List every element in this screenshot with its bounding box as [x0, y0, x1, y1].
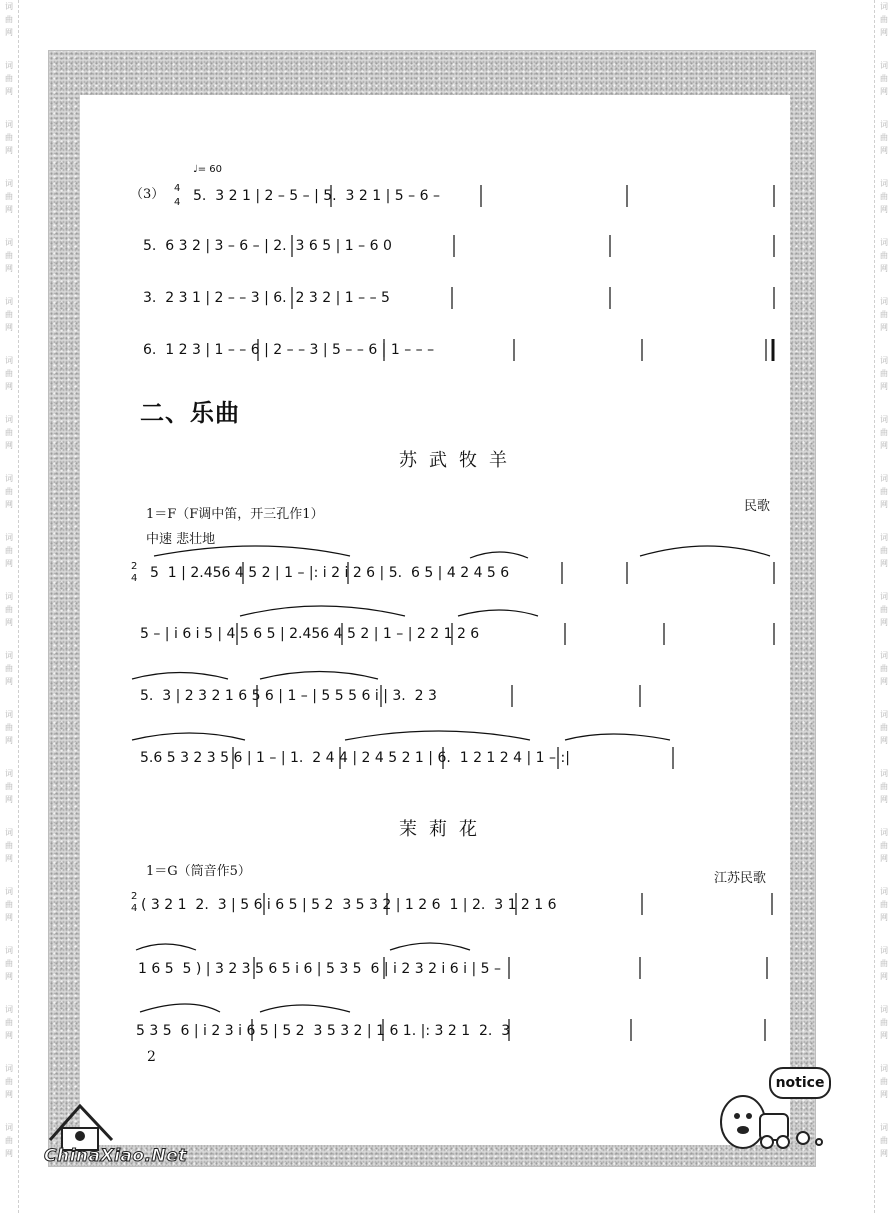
house-logo-icon — [40, 1100, 130, 1152]
section-title: 二、乐曲 — [140, 398, 240, 427]
song2-time-top: 2 — [131, 891, 138, 902]
right-watermark-strip: 词 曲 网 词 曲 网 词 曲 网 词 曲 网 词 曲 网 词 曲 网 词 曲 网 词 曲 网 词 曲 网 词 曲 网 词 曲 网 词 曲 网 词 曲 网 词 曲 网 词 曲 网 词 曲 网 词 曲 网 词 曲 网 词 曲 网 词 曲 网 — [874, 0, 893, 1213]
exercise-row-3: 3. 2 3 1 | 2 – – 3 | 6. 2 3 2 | 1 – – 5 — [143, 290, 390, 306]
song1-title: 苏武牧羊 — [399, 450, 519, 471]
exercise-barlines — [258, 185, 774, 361]
song2-genre: 江苏民歌 — [714, 871, 767, 886]
exercise-time-top: 4 — [174, 183, 181, 194]
song1-tempo: 中速 悲壮地 — [146, 532, 216, 547]
page-number: 2 — [147, 1049, 156, 1065]
exercise-row-1: 5. 3 2 1 | 2 – 5 – | 5. 3 2 1 | 5 – 6 – — [193, 188, 440, 204]
mascot-car-icon — [715, 1090, 835, 1160]
song2-time-bottom: 4 — [131, 903, 138, 914]
exercise-tempo: ♩= 60 — [193, 164, 222, 175]
exercise-time-bottom: 4 — [174, 197, 181, 208]
song1-genre: 民歌 — [744, 499, 771, 514]
song2-row-2: 1 6 5 5 ) | 3 2 3 5 6 5 i 6 | 5 3 5 6 | i 2 3 2 i 6 i | 5 – — [138, 961, 501, 977]
song1-row-1: 5 1 | 2.456 4 5 2 | 1 – |: i 2 i 2 6 | 5. 6 5 | 4 2 4 5 6 — [150, 565, 510, 581]
song2-key: 1＝G（筒音作5） — [146, 864, 251, 879]
song1-row-4: 5.6 5 3 2 3 5 6 | 1 – | 1. 2 4 4 | 2 4 5 2 1 | 6. 1 2 1 2 4 | 1 – :| — [140, 750, 570, 766]
song1-time-top: 2 — [131, 561, 138, 572]
song1-time-bottom: 4 — [131, 573, 138, 584]
exercise-row-4: 6. 1 2 3 | 1 – – 6 | 2 – – 3 | 5 – – 6 | 1 – – – — [143, 342, 435, 358]
exercise-row-2: 5. 6 3 2 | 3 – 6 – | 2. 3 6 5 | 1 – 6 0 — [143, 238, 392, 254]
song1-row-3: 5. 3 | 2 3 2 1 6 5 6 | 1 – | 5 5 5 6 i | 3. 2 3 — [140, 688, 437, 704]
left-watermark-strip: 词 曲 网 词 曲 网 词 曲 网 词 曲 网 词 曲 网 词 曲 网 词 曲 网 词 曲 网 词 曲 网 词 曲 网 词 曲 网 词 曲 网 词 曲 网 词 曲 网 词 曲 网 词 曲 网 词 曲 网 词 曲 网 词 曲 网 词 曲 网 — [0, 0, 19, 1213]
song2-title: 茉莉花 — [399, 819, 489, 840]
exercise-label: （3） — [130, 187, 165, 202]
brand-logo: ChinaXiao.Net — [44, 1146, 187, 1166]
song1-key: 1＝F（F调中笛，开三孔作1） — [146, 507, 324, 522]
notice-badge: notice — [769, 1067, 831, 1099]
song2-row-3: 5 3 5 6 | i 2 3 i 6 5 | 5 2 3 5 3 2 | 1 6 1. |: 3 2 1 2. 3 — [136, 1023, 511, 1039]
song2-row-1: ( 3 2 1 2. 3 | 5 6 i 6 5 | 5 2 3 5 3 2 | 1 2 6 1 | 2. 3 1 2 1 6 — [141, 897, 557, 913]
song1-row-2: 5 – | i 6 i 5 | 4 5 6 5 | 2.456 4 5 2 | 1 – | 2 2 1 2 6 — [140, 626, 480, 642]
